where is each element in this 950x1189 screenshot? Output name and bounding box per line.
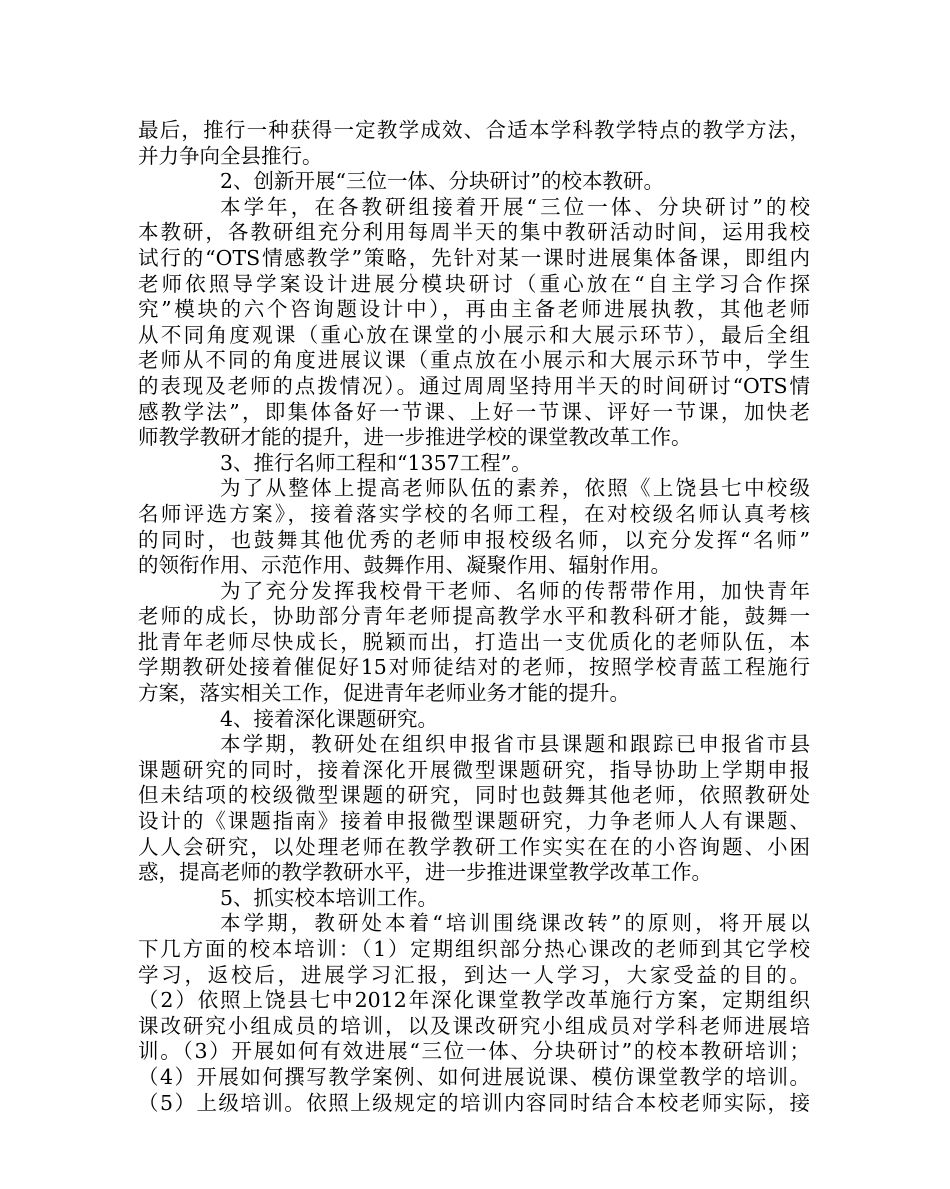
text-line: 本学年，在各教研组接着开展“三位一体、分块研讨”的校	[220, 194, 810, 219]
text-line: 但未结项的校级微型课题的研究，同时也鼓舞其他老师，依照教研处	[138, 783, 810, 808]
text-line: 本教研，各教研组充分利用每周半天的集中教研活动时间，运用我校	[138, 220, 810, 245]
text-line: 本学期，教研处本着“培训围绕课改转”的原则，将开展以	[220, 911, 810, 936]
text-line: 老师的成长，协助部分青年老师提高教学水平和教科研才能，鼓舞一	[138, 604, 810, 629]
document-page	[138, 118, 810, 1116]
text-line: 的领衔作用、示范作用、鼓舞作用、凝聚作用、辐射作用。	[138, 553, 671, 578]
text-line: 老师从不同的角度进展议课（重点放在小展示和大展示环节中，学生	[138, 348, 810, 373]
text-line: 的同时，也鼓舞其他优秀的老师申报校级名师，以充分发挥“名师”	[138, 527, 810, 552]
text-line: 感教学法”，即集体备好一节课、上好一节课、评好一节课，加快老	[138, 399, 810, 424]
text-line: 师教学教研才能的提升，进一步推进学校的课堂教改革工作。	[138, 425, 692, 450]
text-line: 学习，返校后，进展学习汇报，到达一人学习，大家受益的目的。	[138, 962, 810, 987]
text-line: 训。（3）开展如何有效进展“三位一体、分块研讨”的校本教研培训；	[138, 1039, 810, 1064]
text-line: 为了充分发挥我校骨干老师、名师的传帮带作用，加快青年	[220, 578, 810, 603]
text-line: 人人会研究，以处理老师在教学教研工作实实在在的小咨询题、小困	[138, 834, 810, 859]
text-line: 老师依照导学案设计进展分模块研讨（重心放在“自主学习合作探	[138, 271, 810, 296]
text-line: 试行的“OTS情感教学”策略，先针对某一课时进展集体备课，即组内	[138, 245, 810, 270]
text-line: （4）开展如何撰写教学案例、如何进展说课、模仿课堂教学的培训。	[138, 1064, 810, 1089]
text-line: 4、接着深化课题研究。	[220, 706, 439, 731]
text-line: 课题研究的同时，接着深化开展微型课题研究，指导协助上学期申报	[138, 757, 810, 782]
text-line: 并力争向全县推行。	[138, 143, 323, 168]
text-line: 3、推行名师工程和“1357工程”。	[220, 450, 532, 475]
text-line: 设计的《课题指南》接着申报微型课题研究，力争老师人人有课题、	[138, 809, 810, 834]
text-line: 名师评选方案》，接着落实学校的名师工程，在对校级名师认真考核	[138, 501, 810, 526]
text-line: 究”模块的六个咨询题设计中），再由主备老师进展执教，其他老师	[138, 297, 810, 322]
text-line: 惑，提高老师的教学教研水平，进一步推进课堂教学改革工作。	[138, 860, 712, 885]
text-line: 2、创新开展“三位一体、分块研讨”的校本教研。	[220, 169, 665, 194]
text-line: 从不同角度观课（重心放在课堂的小展示和大展示环节），最后全组	[138, 322, 810, 347]
text-line: （2）依照上饶县七中2012年深化课堂教学改革施行方案，定期组织	[138, 988, 810, 1013]
text-line: 批青年老师尽快成长，脱颖而出，打造出一支优质化的老师队伍，本	[138, 629, 810, 654]
text-line: 最后，推行一种获得一定教学成效、合适本学科教学特点的教学方法，	[138, 118, 810, 142]
text-line: 学期教研处接着催促好15对师徒结对的老师，按照学校青蓝工程施行	[138, 655, 810, 680]
text-line: 的表现及老师的点拨情况）。通过周周坚持用半天的时间研讨“OTS情	[138, 373, 810, 398]
text-line: 下几方面的校本培训：（1）定期组织部分热心课改的老师到其它学校	[138, 937, 810, 961]
text-line: 方案，落实相关工作，促进青年老师业务才能的提升。	[138, 681, 630, 706]
text-line: 本学期，教研处在组织申报省市县课题和跟踪已申报省市县	[220, 732, 810, 757]
text-line: 课改研究小组成员的培训，以及课改研究小组成员对学科老师进展培	[138, 1013, 810, 1038]
text-line: 为了从整体上提高老师队伍的素养，依照《上饶县七中校级	[220, 476, 810, 501]
text-line: 5、抓实校本培训工作。	[220, 885, 439, 910]
text-line: （5）上级培训。依照上级规定的培训内容同时结合本校老师实际，接	[138, 1090, 810, 1115]
